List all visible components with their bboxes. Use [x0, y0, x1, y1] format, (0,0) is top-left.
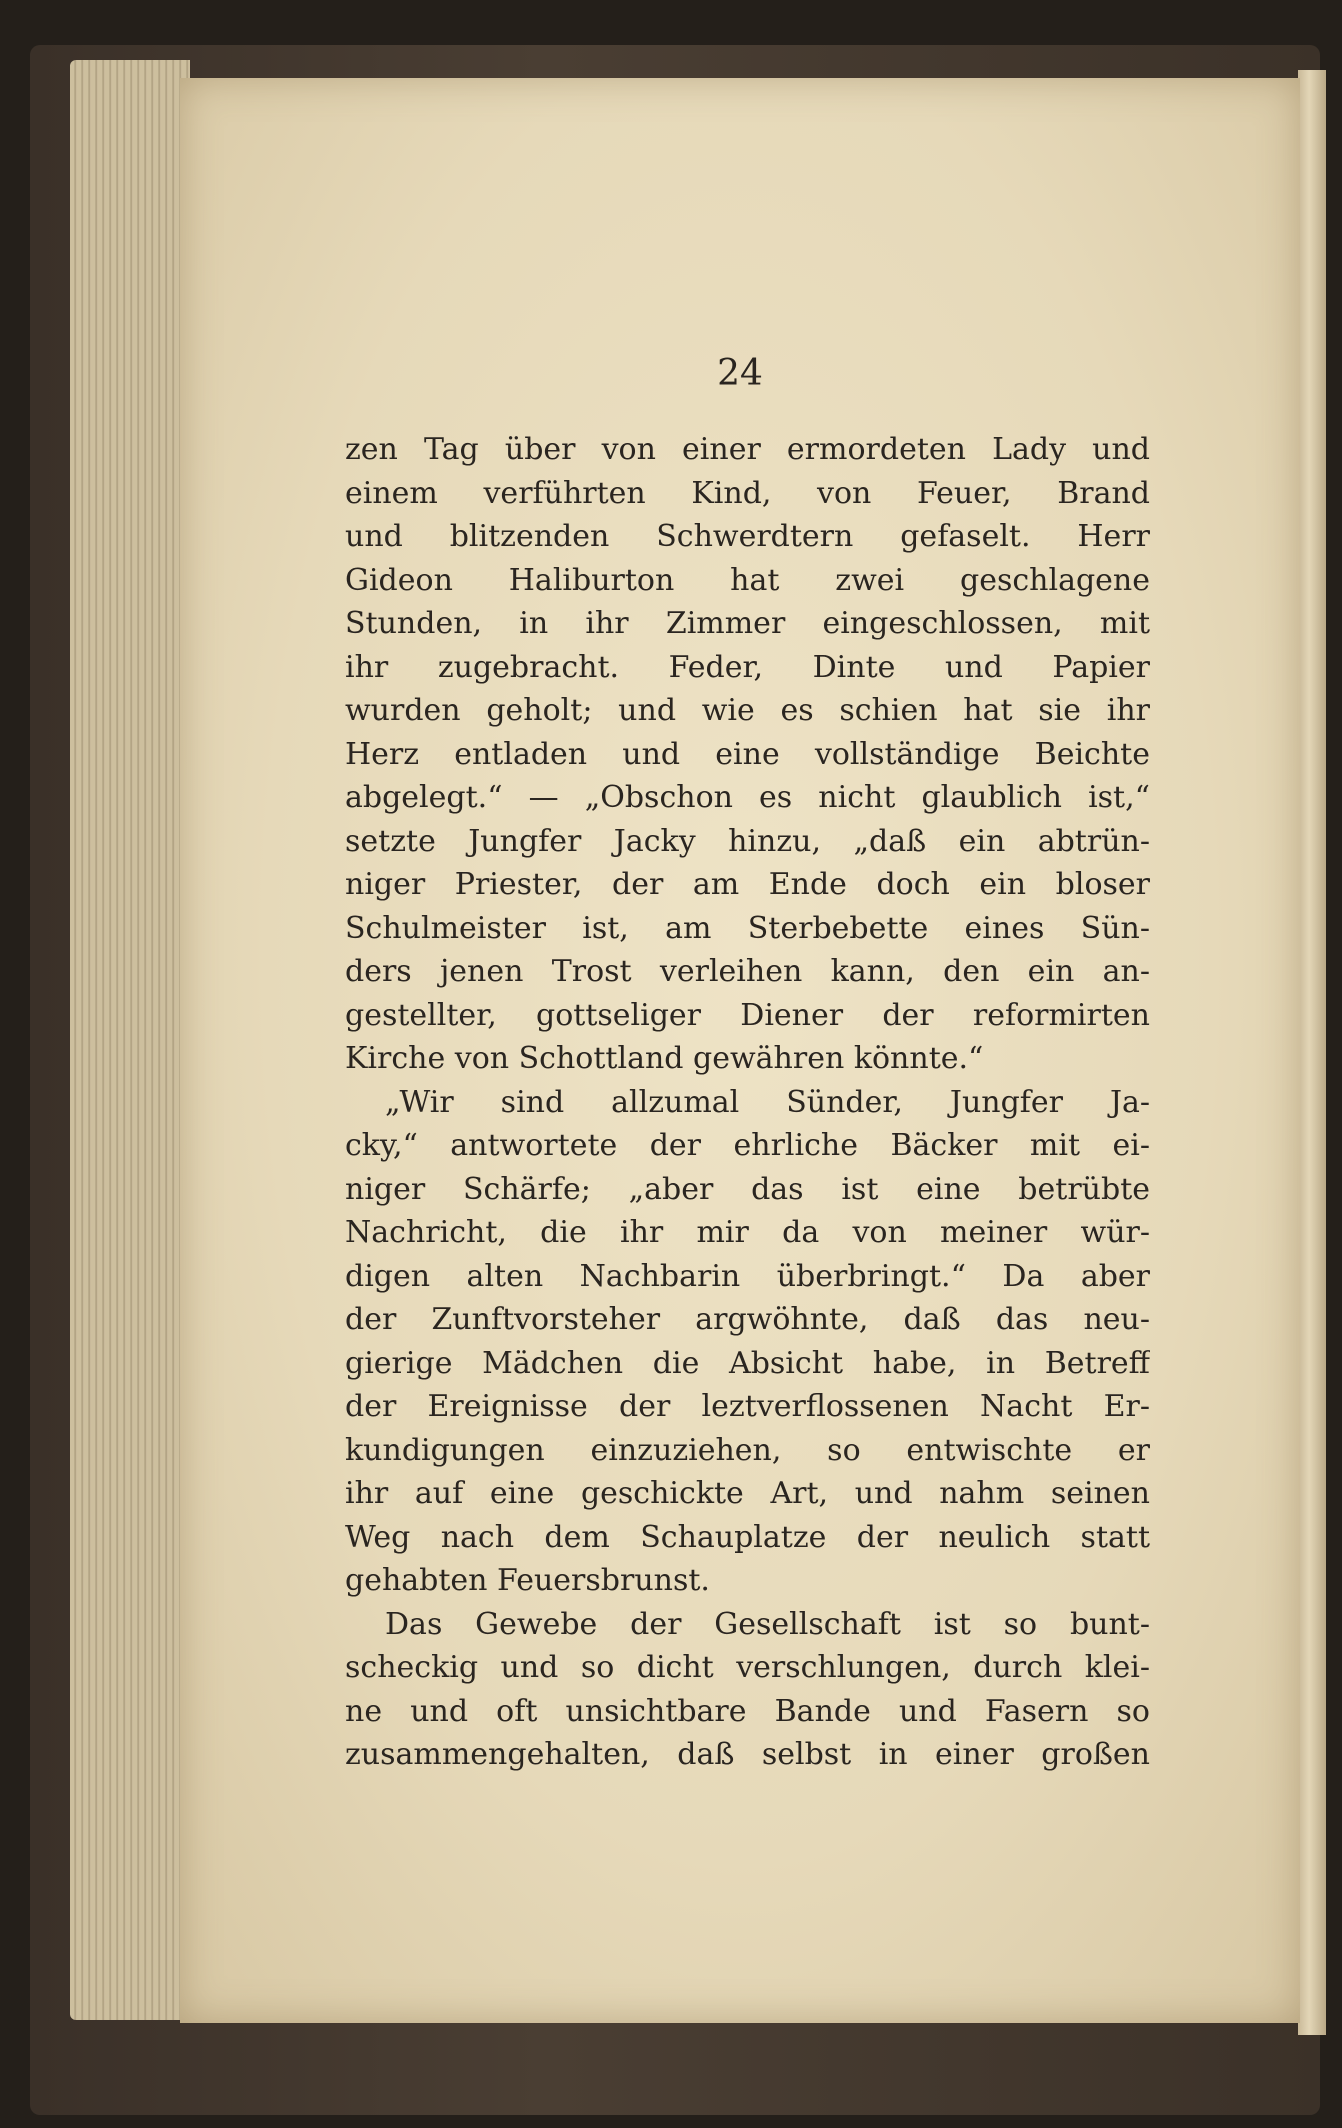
text-line: kundigungen einzuziehen, so entwischte er: [345, 1432, 1150, 1468]
text-line: zusammengehalten, daß selbst in einer großen: [345, 1737, 1150, 1772]
text-line: Kirche von Schottland gewähren könnte.“: [345, 1041, 984, 1076]
text-line: und blitzenden Schwerdtern gefaselt. Herr: [345, 519, 1150, 554]
text-line: setzte Jungfer Jacky hinzu, „daß ein abtrün-: [345, 823, 1150, 859]
stacked-page-edges: [70, 60, 190, 2020]
text-line: einem verführten Kind, von Feuer, Brand: [345, 475, 1150, 511]
right-page-edge: [1298, 70, 1326, 2035]
text-line: wurden geholt; und wie es schien hat sie ihr: [345, 693, 1150, 728]
text-line: der Zunftvorsteher argwöhnte, daß das neu-: [345, 1302, 1150, 1337]
text-line: ihr auf eine geschickte Art, und nahm seinen: [345, 1476, 1150, 1511]
text-line: Gideon Haliburton hat zwei geschlagene: [345, 562, 1150, 598]
text-line: niger Priester, der am Ende doch ein bloser: [345, 867, 1150, 902]
text-line: ders jenen Trost verleihen kann, den ein an-: [345, 954, 1150, 989]
text-line: digen alten Nachbarin überbringt.“ Da aber: [345, 1258, 1150, 1294]
text-line: der Ereignisse der leztverflossenen Nacht Er-: [345, 1389, 1150, 1424]
text-line: gestellter, gottseliger Diener der reformirten: [345, 997, 1150, 1033]
text-line: gehabten Feuersbrunst.: [345, 1563, 710, 1598]
text-line: niger Schärfe; „aber das ist eine betrübte: [345, 1171, 1150, 1207]
book-page: [180, 78, 1300, 2023]
text-line: Schulmeister ist, am Sterbebette eines Sün-: [345, 910, 1150, 946]
text-line: ne und oft unsichtbare Bande und Fasern so: [345, 1693, 1150, 1729]
text-line: scheckig und so dicht verschlungen, durch klei-: [345, 1650, 1150, 1685]
text-line: „Wir sind allzumal Sünder, Jungfer Ja-: [385, 1084, 1150, 1120]
text-line: Herz entladen und eine vollständige Beichte: [345, 736, 1150, 772]
body-text: [345, 428, 1150, 1777]
text-line: Weg nach dem Schauplatze der neulich statt: [345, 1519, 1150, 1555]
page-number: 24: [717, 353, 763, 394]
text-line: gierige Mädchen die Absicht habe, in Betreff: [345, 1345, 1150, 1381]
text-line: Das Gewebe der Gesellschaft ist so bunt-: [385, 1606, 1150, 1642]
text-line: ihr zugebracht. Feder, Dinte und Papier: [345, 649, 1150, 685]
text-line: zen Tag über von einer ermordeten Lady und: [345, 432, 1150, 467]
text-line: cky,“ antwortete der ehrliche Bäcker mit ei-: [345, 1128, 1150, 1163]
text-line: Nachricht, die ihr mir da von meiner wür-: [345, 1215, 1150, 1250]
text-line: abgelegt.“ — „Obschon es nicht glaublich ist,“: [345, 780, 1150, 815]
text-line: Stunden, in ihr Zimmer eingeschlossen, mit: [345, 606, 1150, 641]
